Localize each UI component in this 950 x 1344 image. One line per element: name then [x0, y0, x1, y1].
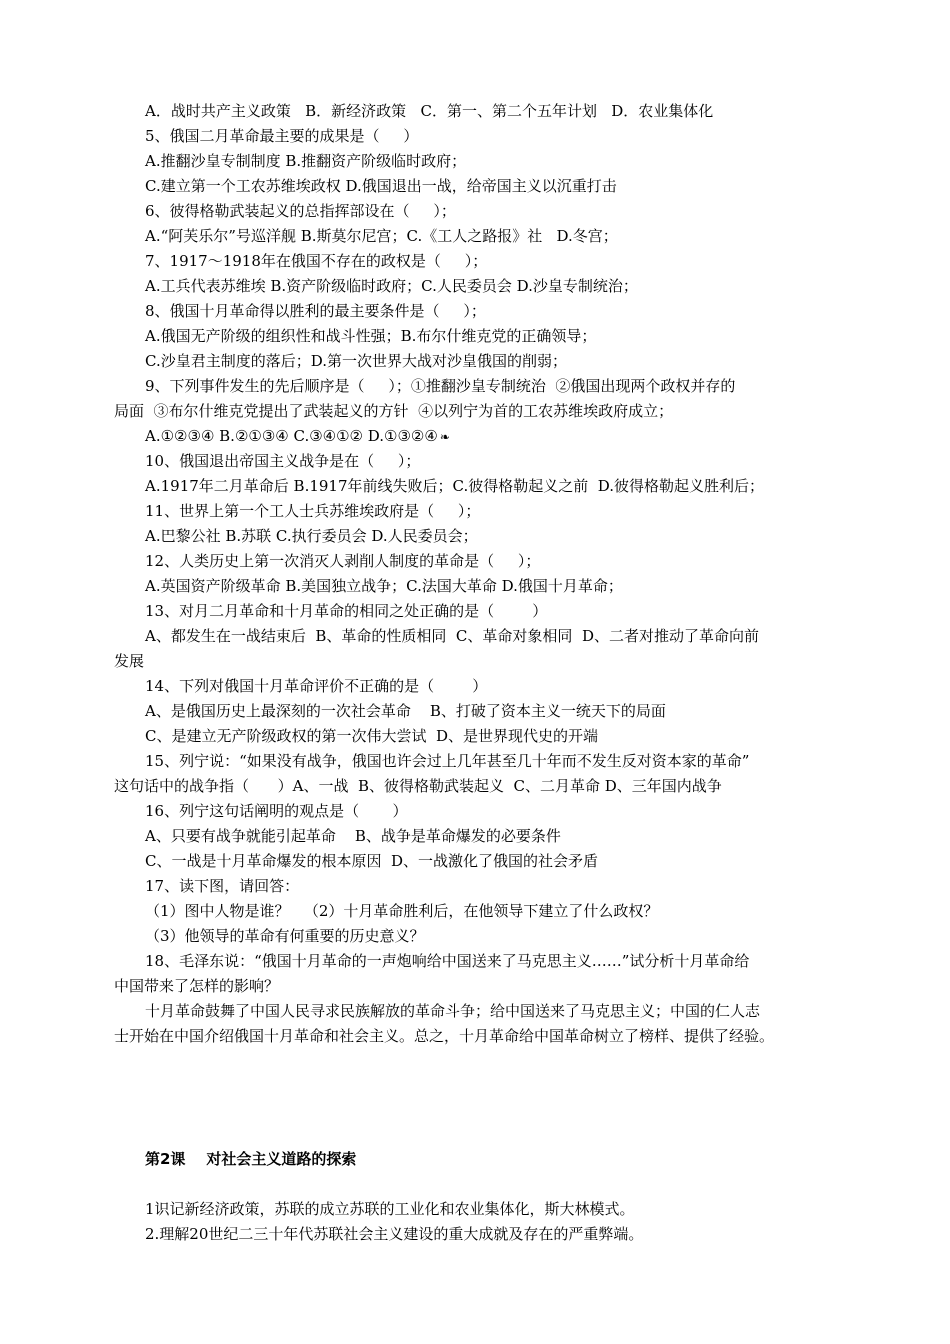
q7-options: A.工兵代表苏维埃 B.资产阶级临时政府；C.人民委员会 D.沙皇专制统治；: [145, 277, 638, 295]
q16-options-cd: C、一战是十月革命爆发的根本原因 D、一战激化了俄国的社会矛盾: [145, 852, 599, 870]
q17-question: 17、读下图，请回答：: [145, 877, 300, 895]
q10-options: A.1917年二月革命后 B.1917年前线失败后；C.彼得格勒起义之前 D.彼得格勒起义胜利后；: [145, 477, 765, 495]
q6-question: 6、彼得格勒武装起义的总指挥部设在（ ）；: [145, 202, 456, 220]
q16-options-ab: A、只要有战争就能引起革命 B、战争是革命爆发的必要条件: [145, 827, 561, 845]
q16-question: 16、列宁这句话阐明的观点是（ ）: [145, 802, 408, 820]
q8-options-cd: C.沙皇君主制度的落后；D.第一次世界大战对沙皇俄国的削弱；: [145, 352, 567, 370]
q13-options-cont: 发展: [114, 652, 145, 670]
q8-options-ab: A.俄国无产阶级的组织性和战斗性强；B.布尔什维克党的正确领导；: [145, 327, 597, 345]
q9-options-text: A.①②③④ B.②①③④ C.③④①② D.①③②④: [145, 427, 438, 445]
q18-question: 18、毛泽东说：“俄国十月革命的一声炮响给中国送来了马克思主义……”试分析十月革命给: [145, 952, 750, 970]
q5-options-cd: C.建立第一个工农苏维埃政权 D.俄国退出一战，给帝国主义以沉重打击: [145, 177, 617, 195]
q9-question-cont: 局面 ③布尔什维克党提出了武装起义的方针 ④以列宁为首的工农苏维埃政府成立；: [114, 402, 674, 420]
q14-options-ab: A、是俄国历史上最深刻的一次社会革命 B、打破了资本主义一统天下的局面: [145, 702, 666, 720]
q12-options: A.英国资产阶级革命 B.美国独立战争；C.法国大革命 D.俄国十月革命；: [145, 577, 623, 595]
decorative-mark-icon: ❧: [439, 430, 450, 444]
q14-question: 14、下列对俄国十月革命评价不正确的是（ ）: [145, 677, 488, 695]
q13-options: A、都发生在一战结束后 B、革命的性质相同 C、革命对象相同 D、二者对推动了革命向前: [145, 627, 759, 645]
q13-question: 13、对月二月革命和十月革命的相同之处正确的是（ ）: [145, 602, 548, 620]
q5-options-ab: A.推翻沙皇专制制度 B.推翻资产阶级临时政府；: [145, 152, 467, 170]
q15-question: 15、列宁说：“如果没有战争，俄国也许会过上几年甚至几十年而不发生反对资本家的革命”: [145, 752, 750, 770]
q9-question: 9、下列事件发生的先后顺序是（ ）；①推翻沙皇专制统治 ②俄国出现两个政权并存的: [145, 377, 736, 395]
q18-answer-cont: 士开始在中国介绍俄国十月革命和社会主义。总之，十月革命给中国革命树立了榜样、提供了经验。: [114, 1027, 775, 1045]
lesson-objective-1: 1识记新经济政策，苏联的成立苏联的工业化和农业集体化，斯大林模式。: [145, 1200, 635, 1218]
lesson-objective-2: 2.理解20世纪二三十年代苏联社会主义建设的重大成就及存在的严重弊端。: [145, 1225, 644, 1243]
q12-question: 12、人类历史上第一次消灭人剥削人制度的革命是（ ）；: [145, 552, 541, 570]
q9-options: [145, 426, 450, 447]
q18-answer: 十月革命鼓舞了中国人民寻求民族解放的革命斗争；给中国送来了马克思主义；中国的仁人志: [145, 1002, 761, 1020]
q8-question: 8、俄国十月革命得以胜利的最主要条件是（ ）；: [145, 302, 486, 320]
q4-options: A．战时共产主义政策 B．新经济政策 C．第一、第二个五年计划 D．农业集体化: [145, 102, 714, 120]
q5-question: 5、俄国二月革命最主要的成果是（ ）: [145, 127, 419, 145]
q7-question: 7、1917～1918年在俄国不存在的政权是（ ）；: [145, 252, 488, 270]
q10-question: 10、俄国退出帝国主义战争是在（ ）；: [145, 452, 421, 470]
q15-options: 这句话中的战争指（ ）A、一战 B、彼得格勒武装起义 C、二月革命 D、三年国内战争: [114, 777, 722, 795]
q6-options: A.“阿芙乐尔”号巡洋舰 B.斯莫尔尼宫；C.《工人之路报》社 D.冬宫；: [145, 227, 618, 245]
lesson-title: 第2课 对社会主义道路的探索: [145, 1150, 357, 1168]
q18-question-cont: 中国带来了怎样的影响？: [114, 977, 280, 995]
q11-question: 11、世界上第一个工人士兵苏维埃政府是（ ）；: [145, 502, 481, 520]
q14-options-cd: C、是建立无产阶级政权的第一次伟大尝试 D、是世界现代史的开端: [145, 727, 599, 745]
q17-subquestions: （1）图中人物是谁？ （2）十月革命胜利后，在他领导下建立了什么政权？: [145, 902, 659, 920]
q11-options: A.巴黎公社 B.苏联 C.执行委员会 D.人民委员会；: [145, 527, 478, 545]
q17-subquestion-3: （3）他领导的革命有何重要的历史意义？: [145, 927, 425, 945]
